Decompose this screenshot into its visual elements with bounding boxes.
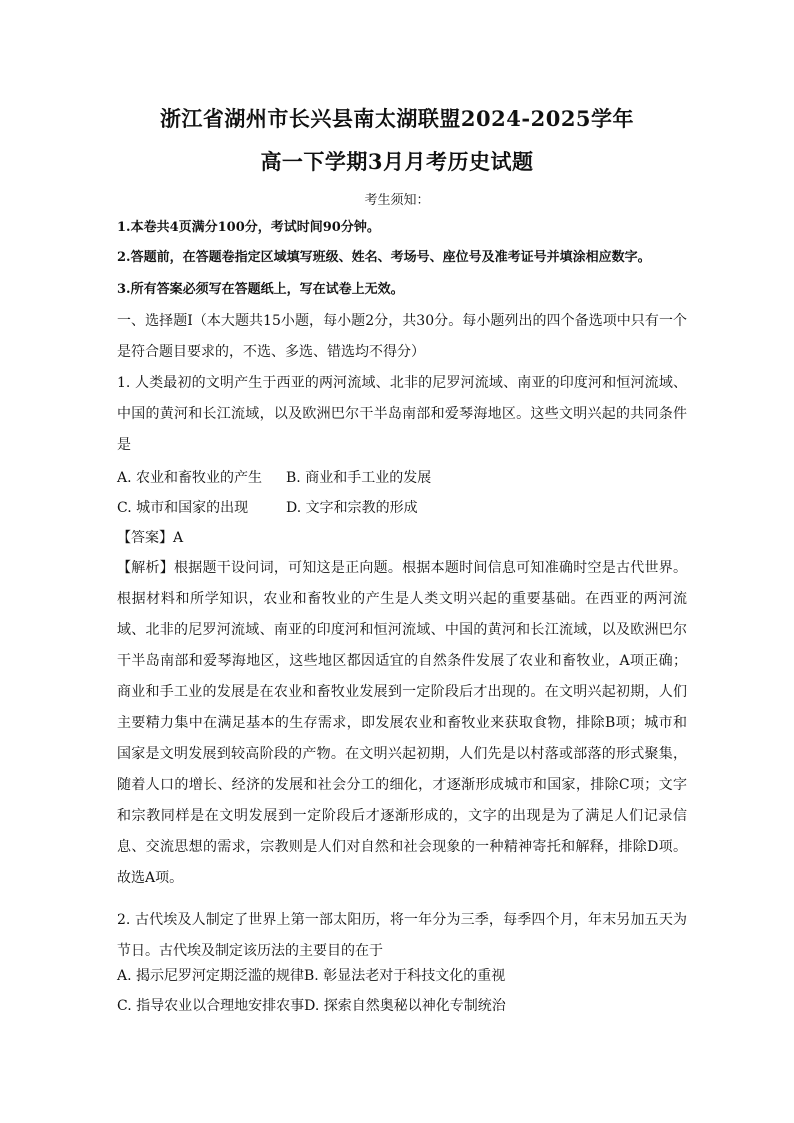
question-1-option-c: C. 城市和国家的出现 [117, 500, 249, 516]
question-1-analysis: 【解析】根据题干设问词，可知这是正向题。根据本题时间信息可知准确时空是古代世界。根据材料和所学知识，农业和畜牧业的产生是人类文明兴起的重要基础。在西亚的两河流域、北非的尼罗河流域、南亚的印度河和恒河流域、中国的黄河和长江流域，以及欧洲巴尔干半岛南部和爱琴海地区，这些地区都因适宜的自然条件发展了农业和畜牧业，A项正确；商业和手工业的发展是在农业和畜牧业发展到一定阶段后才出现的。在文明兴起初期，人们主要精力集中在满足基本的生存需求，即发展农业和畜牧业来获取食物，排除B项；城市和国家是文明发展到较高阶段的产物。在文明兴起初期，人们先是以村落或部落的形式聚集，随着人口的增长、经济的发展和社会分工的细化，才逐渐形成城市和国家，排除C项；文字和宗教同样是在文明发展到一定阶段后才逐渐形成的，文字的出现是为了满足人们记录信息、交流思想的需求，宗教则是人们对自然和社会现象的一种精神寄托和解释，排除D项。故选A项。 [117, 560, 687, 886]
question-2-option-c [117, 996, 506, 1016]
notice-item-3: 3.所有答案必须写在答题纸上，写在试卷上无效。 [117, 282, 404, 297]
question-2-option-a-text: A. 揭示尼罗河定期泛滥的规律 [117, 968, 305, 984]
notice-item-2: 2.答题前，在答题卷指定区域填写班级、姓名、考场号、座位号及准考证号并填涂相应数字。 [117, 250, 651, 265]
notice-heading: 考生须知： [364, 193, 430, 208]
question-2-stem: 2. 古代埃及人制定了世界上第一部太阳历，将一年分为三季，每季四个月，年末另加五天为节日。古代埃及制定该历法的主要目的在于 [117, 912, 687, 959]
question-2-option-a [117, 966, 505, 986]
section-heading: 一、选择题Ⅰ（本大题共15小题，每小题2分，共30分。每小题列出的四个备选项中只有一个是符合题目要求的，不选、多选、错选均不得分） [117, 313, 687, 360]
notice-item-1: 1.本卷共4页满分100分，考试时间90分钟。 [117, 220, 380, 235]
question-1-answer: 【答案】A [117, 530, 184, 546]
page-title-line1: 浙江省湖州市长兴县南太湖联盟2024-2025学年 [159, 106, 635, 131]
question-2-option-b-text: B. 彰显法老对于科技文化的重视 [304, 968, 506, 984]
page-title-line2: 高一下学期3月月考历史试题 [260, 149, 534, 174]
question-1-option-b: B. 商业和手工业的发展 [286, 470, 432, 486]
question-2-option-c-text: C. 指导农业以合理地安排农事 [117, 998, 305, 1014]
question-1-stem: 1. 人类最初的文明产生于西亚的两河流域、北非的尼罗河流域、南亚的印度河和恒河流域、中国的黄河和长江流域，以及欧洲巴尔干半岛南部和爱琴海地区。这些文明兴起的共同条件是 [117, 375, 687, 453]
question-1-option-a: A. 农业和畜牧业的产生 [117, 470, 263, 486]
question-1-option-d: D. 文字和宗教的形成 [286, 500, 418, 516]
question-2-option-d-text: D. 探索自然奥秘以神化专制统治 [304, 998, 506, 1014]
